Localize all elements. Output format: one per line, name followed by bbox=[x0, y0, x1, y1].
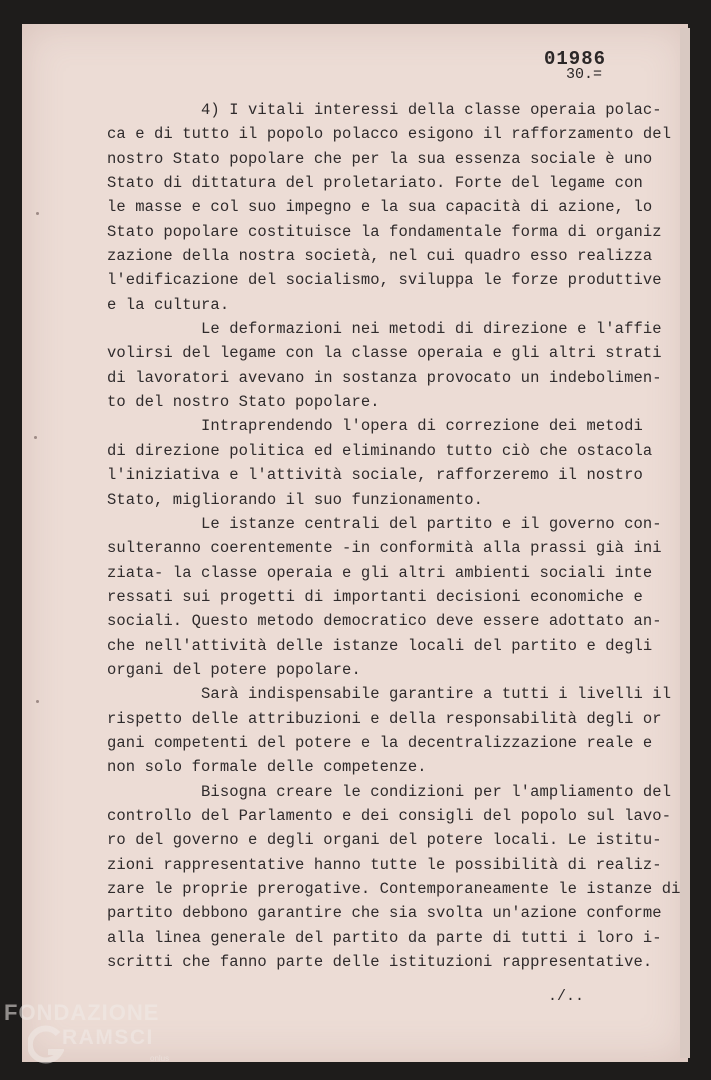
text-line: di direzione politica ed eliminando tutto ciò che ostacola bbox=[107, 441, 653, 460]
typewritten-text bbox=[107, 98, 681, 974]
paper-speck bbox=[34, 436, 37, 439]
paper-speck bbox=[36, 700, 39, 703]
text-line: Intraprendendo l'opera di correzione dei metodi bbox=[107, 417, 643, 436]
text-line: ressati sui progetti di importanti decisioni economiche e bbox=[107, 587, 643, 606]
text-line: Sarà indispensabile garantire a tutti i livelli il bbox=[107, 685, 672, 704]
paper-speck bbox=[36, 212, 39, 215]
text-line: le masse e col suo impegno e la sua capacità di azione, lo bbox=[107, 198, 653, 217]
text-line: Le deformazioni nei metodi di direzione e l'affie bbox=[107, 320, 662, 339]
text-line: non solo formale delle competenze. bbox=[107, 758, 427, 777]
text-line: Stato popolare costituisce la fondamentale forma di organiz bbox=[107, 222, 662, 241]
text-line: zazione della nostra società, nel cui quadro esso realizza bbox=[107, 247, 653, 266]
text-line: zare le proprie prerogative. Contemporaneamente le istanze di bbox=[107, 880, 681, 898]
text-line: nostro Stato popolare che per la sua essenza sociale è uno bbox=[107, 149, 653, 168]
text-line: 4) I vitali interessi della classe operaia polac- bbox=[107, 101, 662, 119]
fondazione-gramsci-watermark bbox=[4, 1000, 184, 1076]
text-line: sulteranno coerentemente -in conformità alla prassi già ini bbox=[107, 539, 662, 558]
text-line: l'iniziativa e l'attività sociale, rafforzeremo il nostro bbox=[107, 466, 643, 485]
watermark-line1: FONDAZIONE bbox=[4, 1000, 160, 1025]
text-line: partito debbono garantire che sia svolta un'azione conforme bbox=[107, 904, 662, 923]
text-line: organi del potere popolare. bbox=[107, 660, 361, 679]
text-line: e la cultura. bbox=[107, 295, 230, 314]
page-edge bbox=[680, 28, 690, 1058]
text-line: Le istanze centrali del partito e il governo con- bbox=[107, 514, 662, 533]
page-number: 30.= bbox=[566, 66, 603, 83]
text-line: di lavoratori avevano in sostanza provocato un indebolimen- bbox=[107, 368, 662, 387]
text-line: sociali. Questo metodo democratico deve essere adottato an- bbox=[107, 612, 662, 631]
text-line: to del nostro Stato popolare. bbox=[107, 393, 380, 412]
archive-number-stamp: 01986 bbox=[544, 48, 607, 70]
text-line: Stato di dittatura del proletariato. Forte del legame con bbox=[107, 174, 643, 193]
text-line: scritti che fanno parte delle istituzioni rappresentative. bbox=[107, 953, 653, 972]
watermark-suffix: onlus bbox=[150, 1054, 170, 1063]
continuation-mark: ./.. bbox=[548, 988, 585, 1005]
text-line: volirsi del legame con la classe operaia e gli altri strati bbox=[107, 344, 662, 363]
text-line: ziata- la classe operaia e gli altri ambienti sociali inte bbox=[107, 563, 653, 582]
text-line: l'edificazione del socialismo, sviluppa le forze produttive bbox=[107, 271, 662, 290]
text-line: Bisogna creare le condizioni per l'ampliamento del bbox=[107, 782, 672, 801]
text-line: che nell'attività delle istanze locali del partito e degli bbox=[107, 636, 653, 655]
text-line: ro del governo e degli organi del potere locali. Le istitu- bbox=[107, 831, 662, 850]
text-line: alla linea generale del partito da parte di tutti i loro i- bbox=[107, 928, 662, 947]
text-line: Stato, migliorando il suo funzionamento. bbox=[107, 490, 484, 509]
gramsci-logo-icon bbox=[28, 1022, 64, 1068]
text-line: controllo del Parlamento e dei consigli del popolo sul lavo- bbox=[107, 806, 672, 825]
text-line: rispetto delle attribuzioni e della responsabilità degli or bbox=[107, 709, 662, 728]
text-line: gani competenti del potere e la decentralizzazione reale e bbox=[107, 733, 653, 752]
text-line: zioni rappresentative hanno tutte le possibilità di realiz- bbox=[107, 855, 662, 874]
watermark-line2: RAMSCI bbox=[62, 1026, 154, 1049]
text-line: ca e di tutto il popolo polacco esigono il rafforzamento del bbox=[107, 125, 672, 144]
